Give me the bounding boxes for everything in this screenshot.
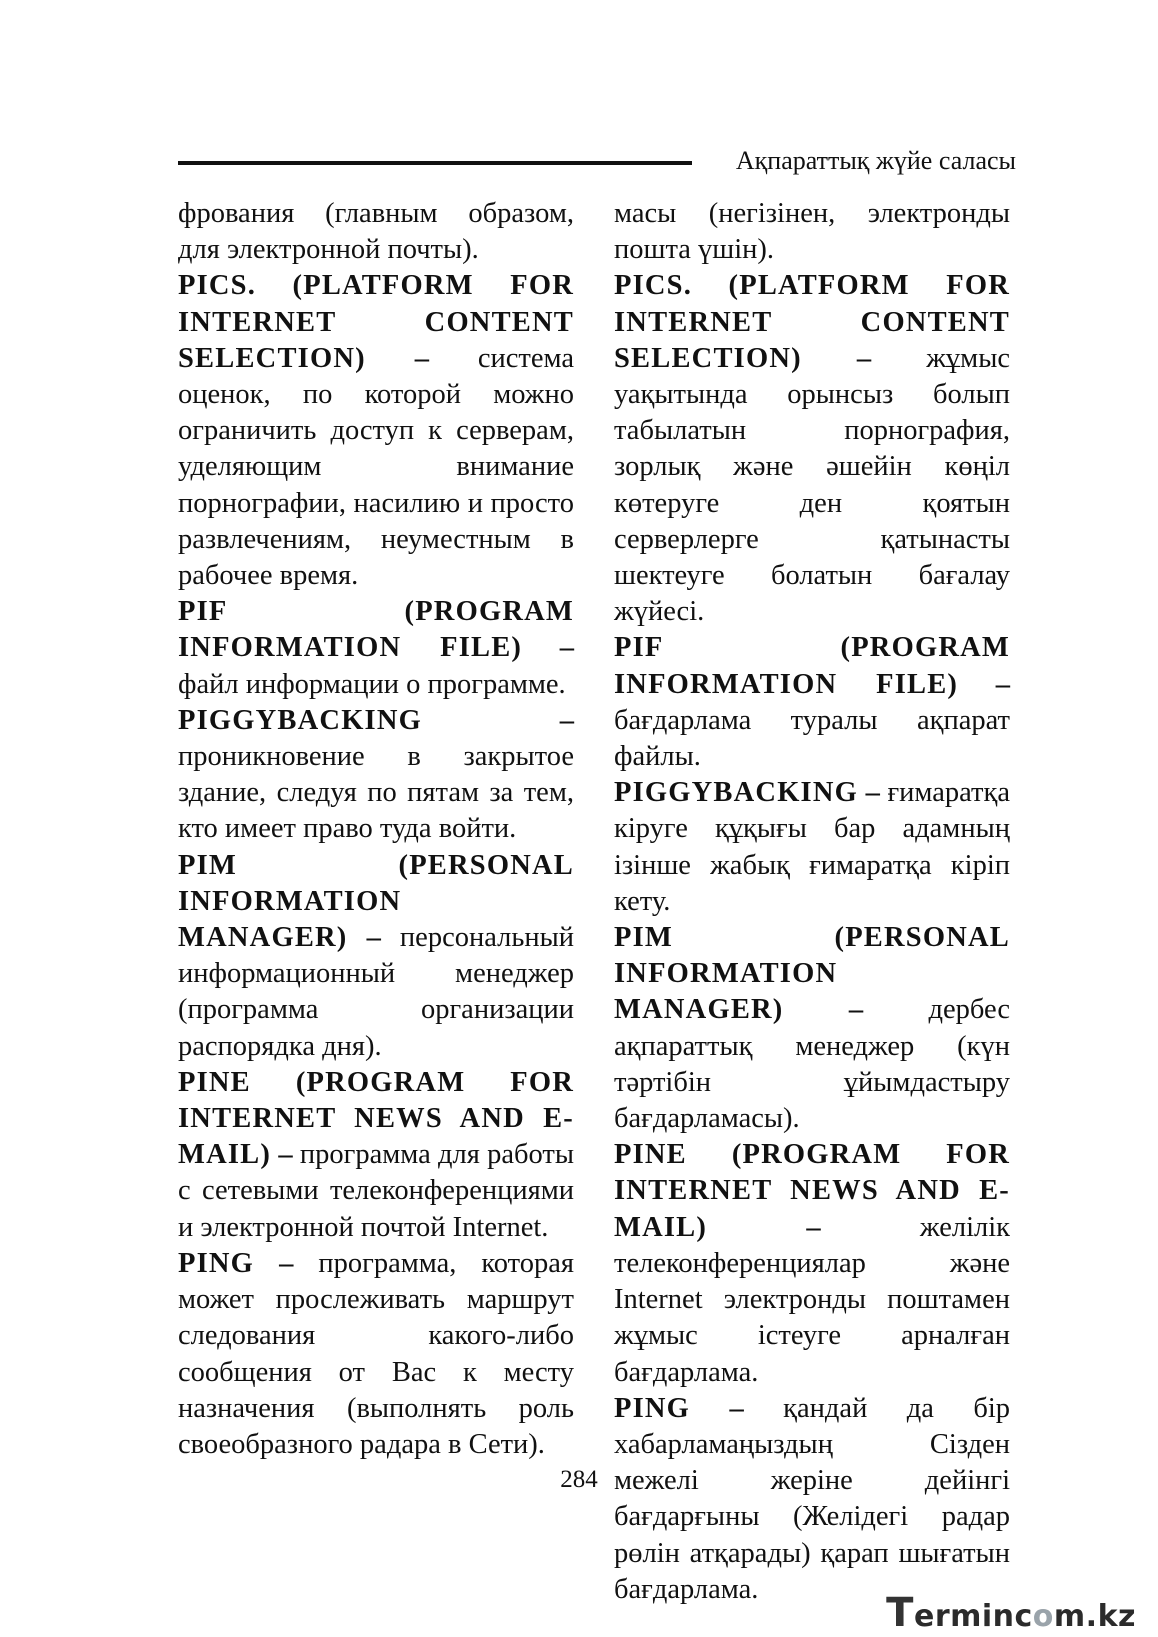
entry-definition: желілік телеконференциялар және Internet электронды поштамен жұмыс істеуге арналған бағдарлама. [614,1211,1010,1388]
left-column [178,196,574,1463]
entry [178,848,574,1065]
watermark-text-a: erminc [913,1599,1033,1634]
entry [614,268,1010,630]
entry-dash: – [422,704,574,736]
entry-dash: – [958,668,1010,700]
entry [614,775,1010,920]
entry-definition: персональный информационный менеджер (программа организации распорядка дня). [178,922,574,1062]
header-rule [178,161,692,165]
entry-term: PINE (PROGRAM FOR INTERNET NEWS AND E-MAIL) [178,1066,574,1171]
watermark-lead: T [886,1590,914,1636]
entry-dash: – [690,1392,784,1424]
entry-definition: масы (негізінен, электронды пошта үшін). [614,198,1010,266]
entry-term: PIM (PERSONAL INFORMATION MANAGER) [178,849,574,954]
running-header [178,146,1016,184]
entry-definition: файл информации о программе. [178,668,566,700]
entry-definition: проникновение в закрытое здание, следуя по пятам за тем, кто имеет право туда войти. [178,741,574,845]
entry-term: PIM (PERSONAL INFORMATION MANAGER) [614,922,1010,1026]
entry-dash: – [347,922,400,954]
entry-definition: қандай да бір хабарламаңыздың Сізден межелі жеріне дейінгі бағдарғыны (Желідегі радар рөлін атқарады) қарап шығатын бағдарлама. [614,1392,1010,1605]
entry-term: PING [614,1392,691,1424]
entry-dash: – [783,994,929,1026]
entry-term: PIF (PROGRAM INFORMATION FILE) [178,596,574,664]
watermark-logo [886,1590,1136,1636]
entry-definition: жұмыс уақытында орынсыз болып табылатын порнография, зорлық және әшейін көңіл көтеруге ден қоятын серверлерге қатынасты шектеуге болатын бағалау жүйесі. [614,342,1010,628]
entry [178,196,574,268]
entry-definition: ғимаратқа кіруге құқығы бар адамның ізінше жабық ғимаратқа кіріп кету. [614,777,1010,917]
entry-dash: – [522,632,574,664]
entry-dash: – [858,777,888,809]
entry [614,196,1010,268]
entry [178,703,574,848]
entry [614,630,1010,775]
entry [178,594,574,703]
entry-term: PICS. (PLATFORM FOR INTERNET CONTENT SELECTION) [614,270,1010,374]
entry-definition: система оценок, по которой можно ограничить доступ к серверам, уделяющим внимание порнографии, насилию и просто развлечениям, неуместным в рабочее время. [178,342,574,592]
entry-term: PINE (PROGRAM FOR INTERNET NEWS AND E-MAIL) [614,1139,1010,1243]
entry [178,1065,574,1246]
right-column [614,196,1010,1608]
entry-definition: бағдарлама туралы ақпарат файлы. [614,704,1010,773]
entry-definition: дербес ақпараттық менеджер (күн тәртібін ұйымдастыру бағдарламасы). [614,994,1010,1135]
entry [614,920,1010,1137]
entry-term: PIGGYBACKING [178,704,423,736]
entry [614,1137,1010,1390]
watermark-text-b: m.kz [1053,1599,1136,1634]
entry-term: PICS. (PLATFORM FOR INTERNET CONTENT SELECTION) [178,270,574,374]
entry [178,268,574,594]
entry-dash: – [365,342,478,374]
entry-term: PING [178,1247,255,1279]
entry-dash: – [707,1211,920,1243]
entry-dash: – [271,1139,300,1171]
watermark-magnifier-icon: o [1032,1599,1054,1634]
entry-term: PIF (PROGRAM INFORMATION FILE) [614,632,1010,700]
header-title: Ақпараттық жүйе саласы [735,146,1016,175]
entry-definition: программа для работы с сетевыми телеконференциями и электронной почтой Internet. [178,1139,574,1243]
entry [178,1246,574,1463]
entry-term: PIGGYBACKING [614,777,859,809]
entry [614,1391,1010,1608]
entry-dash: – [801,342,927,374]
entry-definition: фрования (главным образом, для электронной почты). [178,198,574,266]
entry-dash: – [254,1247,319,1279]
entry-definition: программа, которая может прослеживать маршрут следования какого-либо сообщения от Вас к месту назначения (выполнять роль своеобразного радара в Сети). [178,1247,575,1460]
page-number: 284 [560,1466,598,1493]
